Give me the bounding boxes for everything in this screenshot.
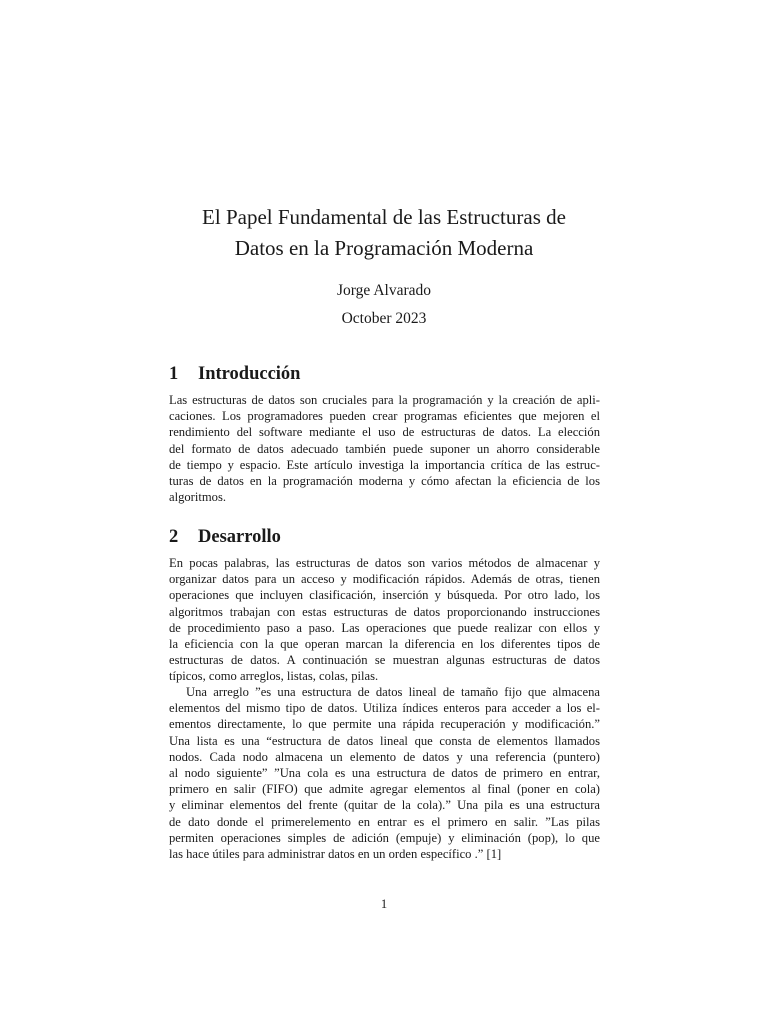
section-title: Desarrollo (198, 527, 281, 547)
section-heading (169, 362, 300, 386)
section-heading (169, 525, 281, 549)
text-line: la eficiencia con la que operan marcan la diferencia en los diferentes tipos de (169, 636, 600, 651)
text-line: permiten operaciones simples de adición (empuje) y eliminación (pop), lo que (169, 830, 600, 845)
text-line: Las estructuras de datos son cruciales para la programación y la creación de apli- (169, 393, 600, 407)
title-line: El Papel Fundamental de las Estructuras de (202, 205, 566, 229)
section-number: 2 (169, 527, 179, 547)
text-line: las hace útiles para administrar datos en un orden específico .” [1] (169, 846, 502, 861)
section-title: Introducción (198, 364, 301, 384)
text-line: del formato de datos adecuado también puede suponer un ahorro considerable (169, 441, 600, 456)
title-line: Datos en la Programación Moderna (234, 236, 534, 260)
text-line: Una arreglo ”es una estructura de datos lineal de tamaño fijo que almacena (186, 685, 600, 699)
text-line: caciones. Los programadores pueden crear programas eficientes que mejoren el (169, 409, 600, 424)
text-line: y eliminar elementos del frente (quitar de la cola).” Una pila es una estructura (169, 798, 600, 813)
paragraph (169, 392, 600, 505)
text-line: organizar datos para un acceso y modificación rápidos. Además de otras, tienen (169, 572, 600, 587)
text-line: de dato donde el primerelemento en entrar es el primero en salir. ”Las pilas (169, 814, 600, 829)
text-line: En pocas palabras, las estructuras de datos son varios métodos de almacenar y (169, 556, 600, 570)
author-name: Jorge Alvarado (337, 282, 431, 299)
text-line: ementos directamente, lo que permite una rápida recuperación y modificación.” (169, 717, 600, 732)
text-line: rendimiento del software mediante el uso de estructuras de datos. La elección (169, 425, 600, 440)
text-line: turas de datos en la programación moderna y cómo afectan la eficiencia de los (169, 473, 600, 488)
text-line: al nodo siguiente” ”Una cola es una estructura de datos de primero en entrar, (169, 765, 600, 780)
text-line: operaciones que incluyen clasificación, inserción y búsqueda. Por otro lado, los (169, 588, 600, 603)
text-line: estructuras de datos. A continuación se muestran algunas estructuras de datos (169, 653, 600, 668)
text-line: elementos del mismo tipo de datos. Utiliza índices enteros para acceder a los el- (169, 701, 600, 716)
section-number: 1 (169, 364, 179, 384)
text-line: de procedimiento paso a paso. Las operaciones que puede realizar con ellos y (169, 620, 600, 635)
paragraph (169, 555, 600, 685)
text-line: algoritmos trabajan con estas estructuras de datos proporcionando instrucciones (169, 604, 600, 619)
text-line: algoritmos. (169, 490, 227, 505)
text-line: de tiempo y espacio. Este artículo investiga la importancia crítica de las estruc- (169, 457, 600, 472)
publication-date: October 2023 (341, 310, 427, 327)
paragraph (169, 684, 600, 862)
text-line: nodos. Cada nodo almacena un elemento de datos y una referencia (puntero) (169, 749, 600, 764)
text-line: Una lista es una “estructura de datos lineal que consta de elementos llamados (169, 733, 600, 748)
page-number: 1 (380, 897, 388, 911)
text-line: típicos, como arreglos, listas, colas, pilas. (169, 669, 379, 684)
text-line: primero en salir (FIFO) que admite agregar elementos al final (poner en cola) (169, 782, 600, 797)
paper-title (150, 202, 618, 264)
